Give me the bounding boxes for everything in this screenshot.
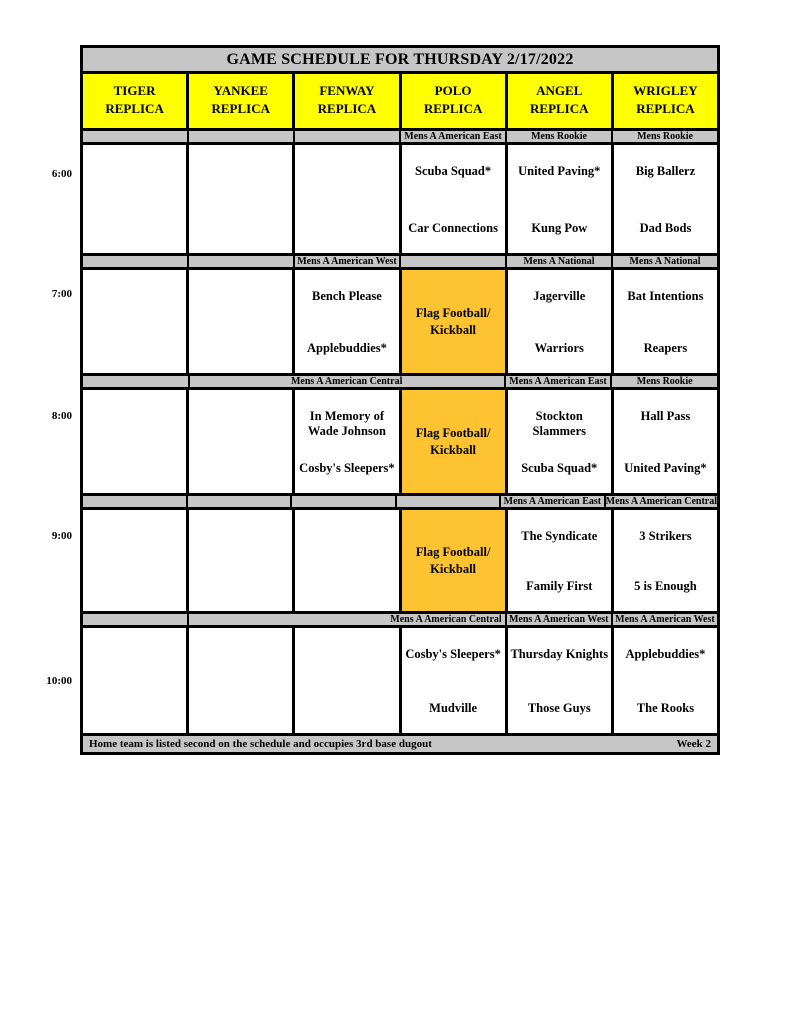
game-cell-yankee-10 — [186, 628, 292, 733]
away-team: Hall Pass — [640, 409, 691, 423]
division-label — [186, 496, 291, 507]
division-bar-8pm — [83, 373, 717, 387]
away-team: Thursday Knights — [510, 647, 609, 661]
game-cell-fenway-6 — [292, 145, 398, 253]
away-team: In Memory of Wade Johnson — [307, 409, 386, 438]
field-name: TIGER — [113, 83, 156, 98]
game-cell-fenway-9 — [292, 510, 398, 611]
footer-bar — [83, 733, 717, 752]
division-label — [83, 131, 187, 142]
game-cell-fenway-10 — [292, 628, 398, 733]
game-row-9pm — [83, 507, 717, 611]
division-label: Mens Rookie — [610, 376, 717, 387]
division-label: Mens A National — [611, 256, 717, 267]
game-cell-fenway-8 — [292, 390, 398, 493]
division-label: Mens A American Central — [605, 496, 718, 507]
game-cell-angel-10 — [505, 628, 611, 733]
flag-football-cell-7 — [399, 270, 505, 373]
special-activity-line2: Kickball — [430, 442, 477, 457]
special-activity-line1: Flag Football/ — [415, 544, 491, 559]
game-row-10pm — [83, 625, 717, 733]
header-cell-wrigley — [611, 74, 717, 128]
home-team: Family First — [526, 579, 593, 593]
field-name: WRIGLEY — [633, 83, 698, 98]
header-cell-angel — [505, 74, 611, 128]
division-label: Mens A American East — [399, 131, 505, 142]
game-cell-fenway-7 — [292, 270, 398, 373]
division-label — [83, 496, 186, 507]
game-row-6pm — [83, 142, 717, 253]
home-team: Car Connections — [408, 221, 498, 235]
division-label-merged: Mens A American Central — [187, 614, 505, 625]
field-subname: REPLICA — [105, 101, 164, 116]
division-bar-10pm — [83, 611, 717, 625]
special-activity-line1: Flag Football/ — [415, 305, 491, 320]
away-team: Big Ballerz — [635, 164, 696, 178]
game-cell-polo-6 — [399, 145, 505, 253]
game-cell-tiger-10 — [83, 628, 186, 733]
away-team: Jagerville — [533, 289, 586, 303]
division-label: Mens A American West — [611, 614, 717, 625]
away-team: Bench Please — [312, 289, 382, 303]
home-team: Those Guys — [527, 701, 591, 715]
game-cell-polo-10 — [399, 628, 505, 733]
away-team: Cosby's Sleepers* — [405, 647, 501, 661]
game-cell-angel-9 — [505, 510, 611, 611]
field-name: YANKEE — [213, 83, 268, 98]
home-team: Reapers — [643, 341, 688, 355]
division-label: Mens Rookie — [611, 131, 717, 142]
field-subname: REPLICA — [530, 101, 589, 116]
field-subname: REPLICA — [423, 101, 483, 116]
away-team: United Paving* — [518, 164, 601, 178]
home-team: Applebuddies* — [306, 341, 387, 355]
schedule-title: GAME SCHEDULE FOR THURSDAY 2/17/2022 — [83, 48, 717, 71]
special-activity-line2: Kickball — [430, 322, 477, 337]
week-label: Week 2 — [676, 738, 711, 750]
home-team: The Rooks — [636, 701, 695, 715]
field-name: ANGEL — [536, 83, 583, 98]
game-cell-angel-8 — [505, 390, 611, 493]
division-bar-9pm — [83, 493, 717, 507]
home-team: Cosby's Sleepers* — [299, 461, 395, 475]
division-label — [293, 131, 399, 142]
home-team: United Paving* — [624, 461, 707, 475]
game-cell-angel-7 — [505, 270, 611, 373]
game-cell-yankee-7 — [186, 270, 292, 373]
division-label — [290, 496, 395, 507]
time-label-10: 10:00 — [46, 675, 72, 687]
header-cell-fenway — [292, 74, 398, 128]
field-subname: REPLICA — [211, 101, 271, 116]
flag-football-cell-9 — [399, 510, 505, 611]
game-cell-yankee-8 — [186, 390, 292, 493]
division-label: Mens Rookie — [505, 131, 611, 142]
home-team: Kung Pow — [531, 221, 588, 235]
division-label: Mens A American East — [499, 496, 604, 507]
division-label — [395, 496, 500, 507]
home-team: Dad Bods — [639, 221, 692, 235]
game-cell-tiger-6 — [83, 145, 186, 253]
header-cell-tiger — [83, 74, 186, 128]
division-label — [187, 256, 293, 267]
special-activity-line1: Flag Football/ — [415, 425, 491, 440]
game-cell-wrigley-6 — [611, 145, 717, 253]
game-cell-tiger-9 — [83, 510, 186, 611]
division-bar-7pm — [83, 253, 717, 267]
time-label-9: 9:00 — [51, 530, 72, 542]
home-team: Mudville — [429, 701, 478, 715]
away-team: Bat Intentions — [627, 289, 704, 303]
division-label: Mens A National — [505, 256, 611, 267]
game-cell-angel-6 — [505, 145, 611, 253]
field-subname: REPLICA — [636, 101, 695, 116]
away-team: The Syndicate — [521, 529, 598, 543]
game-cell-wrigley-10 — [611, 628, 717, 733]
game-schedule-table — [80, 45, 720, 755]
game-cell-yankee-9 — [186, 510, 292, 611]
home-team: Warriors — [534, 341, 584, 355]
flag-football-cell-8 — [399, 390, 505, 493]
away-team: Applebuddies* — [625, 647, 706, 661]
game-row-8pm — [83, 387, 717, 493]
field-name: POLO — [434, 83, 472, 98]
division-label-merged: Mens A American Central — [188, 376, 504, 387]
field-subname: REPLICA — [317, 101, 377, 116]
time-label-8: 8:00 — [51, 410, 72, 422]
division-label: Mens A American East — [504, 376, 611, 387]
home-team: Scuba Squad* — [521, 461, 598, 475]
game-cell-tiger-8 — [83, 390, 186, 493]
header-cell-yankee — [186, 74, 292, 128]
header-cell-polo — [399, 74, 505, 128]
time-label-7: 7:00 — [51, 288, 72, 300]
division-label — [83, 376, 188, 387]
game-cell-wrigley-9 — [611, 510, 717, 611]
away-team: Scuba Squad* — [415, 164, 492, 178]
away-team: Stockton Slammers — [532, 409, 586, 438]
division-label — [83, 256, 187, 267]
division-label — [187, 131, 293, 142]
field-header-row — [83, 71, 717, 128]
home-team: 5 is Enough — [634, 579, 697, 593]
game-cell-wrigley-8 — [611, 390, 717, 493]
division-bar-6pm — [83, 128, 717, 142]
game-cell-wrigley-7 — [611, 270, 717, 373]
away-team: 3 Strikers — [639, 529, 692, 543]
division-label: Mens A American West — [505, 614, 611, 625]
game-cell-tiger-7 — [83, 270, 186, 373]
division-label: Mens A American West — [293, 256, 399, 267]
special-activity-line2: Kickball — [430, 561, 477, 576]
field-name: FENWAY — [319, 83, 375, 98]
division-label — [83, 614, 187, 625]
footer-note: Home team is listed second on the schedule and occupies 3rd base dugout — [89, 738, 432, 750]
game-cell-yankee-6 — [186, 145, 292, 253]
division-label — [399, 256, 505, 267]
time-label-6: 6:00 — [51, 168, 72, 180]
game-row-7pm — [83, 267, 717, 373]
